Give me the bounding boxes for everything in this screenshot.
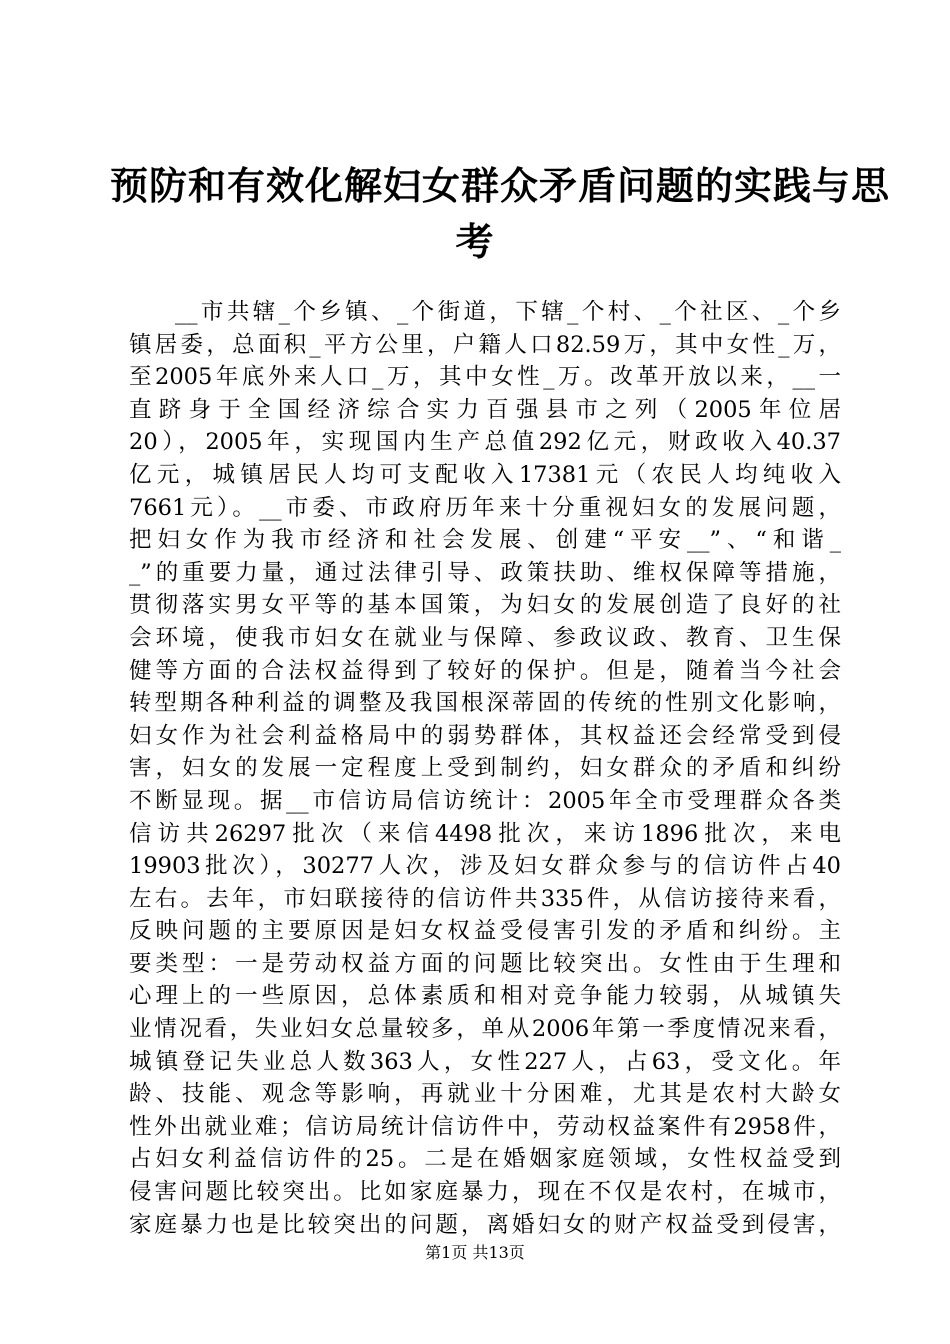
body-line: 性外出就业难；信访局统计信访件中，劳动权益案件有2958件，	[129, 1113, 841, 1140]
body-line: 龄、技能、观念等影响，再就业十分困难，尤其是农村大龄女	[129, 1081, 841, 1108]
body-line: 城镇登记失业总人数363人，女性227人，占63，受文化。年	[129, 1048, 841, 1075]
body-line: 家庭暴力也是比较突出的问题，离婚妇女的财产权益受到侵害，	[129, 1211, 841, 1238]
body-line: 至2005年底外来人口_万，其中女性_万。改革开放以来，__一	[129, 364, 841, 391]
title-line: 预防和有效化解妇女群众矛盾问题的实践与思	[110, 163, 891, 208]
body-line: 信访共26297批次（来信4498批次，来访1896批次，来电	[129, 820, 841, 847]
body-line: 转型期各种利益的调整及我国根深蒂固的传统的性别文化影响，	[129, 690, 841, 717]
body-line: __市共辖_个乡镇、_个街道，下辖_个村、_个社区、_个乡	[175, 299, 841, 325]
body-line: 害，妇女的发展一定程度上受到制约，妇女群众的矛盾和纠纷	[129, 755, 841, 782]
title-line: 考	[455, 219, 495, 264]
document-body	[129, 296, 841, 1241]
body-line: _”的重要力量，通过法律引导、政策扶助、维权保障等措施，	[129, 559, 841, 586]
body-line: 7661元）。__市委、市政府历年来十分重视妇女的发展问题，	[129, 494, 841, 521]
body-line: 健等方面的合法权益得到了较好的保护。但是，随着当今社会	[129, 657, 841, 684]
page-number-footer: 第1页 共13页	[425, 1243, 525, 1262]
body-line: 要类型：一是劳动权益方面的问题比较突出。女性由于生理和	[129, 950, 841, 977]
body-line: 贯彻落实男女平等的基本国策，为妇女的发展创造了良好的社	[129, 592, 841, 619]
body-line: 侵害问题比较突出。比如家庭暴力，现在不仅是农村，在城市，	[129, 1179, 841, 1206]
document-title	[110, 158, 891, 270]
body-line: 直跻身于全国经济综合实力百强县市之列（2005年位居	[129, 396, 841, 423]
body-line: 业情况看，失业妇女总量较多，单从2006年第一季度情况来看，	[129, 1016, 841, 1043]
body-line: 把妇女作为我市经济和社会发展、创建“平安__”、“和谐_	[129, 527, 841, 554]
body-line: 会环境，使我市妇女在就业与保障、参政议政、教育、卫生保	[129, 624, 841, 651]
body-line: 左右。去年，市妇联接待的信访件共335件，从信访接待来看，	[129, 885, 841, 912]
body-line: 镇居委，总面积_平方公里，户籍人口82.59万，其中女性_万，	[129, 331, 841, 358]
body-line: 反映问题的主要原因是妇女权益受侵害引发的矛盾和纠纷。主	[129, 918, 841, 945]
body-line: 心理上的一些原因，总体素质和相对竞争能力较弱，从城镇失	[129, 983, 841, 1010]
body-line: 19903批次），30277人次，涉及妇女群众参与的信访件占40	[129, 853, 841, 880]
body-line: 占妇女利益信访件的25。二是在婚姻家庭领域，女性权益受到	[129, 1146, 841, 1173]
body-line: 妇女作为社会利益格局中的弱势群体，其权益还会经常受到侵	[129, 722, 841, 749]
body-line: 亿元，城镇居民人均可支配收入17381元（农民人均纯收入	[129, 461, 841, 488]
body-line: 不断显现。据__市信访局信访统计：2005年全市受理群众各类	[129, 787, 841, 814]
body-line: 20），2005年，实现国内生产总值292亿元，财政收入40.37	[129, 429, 841, 456]
